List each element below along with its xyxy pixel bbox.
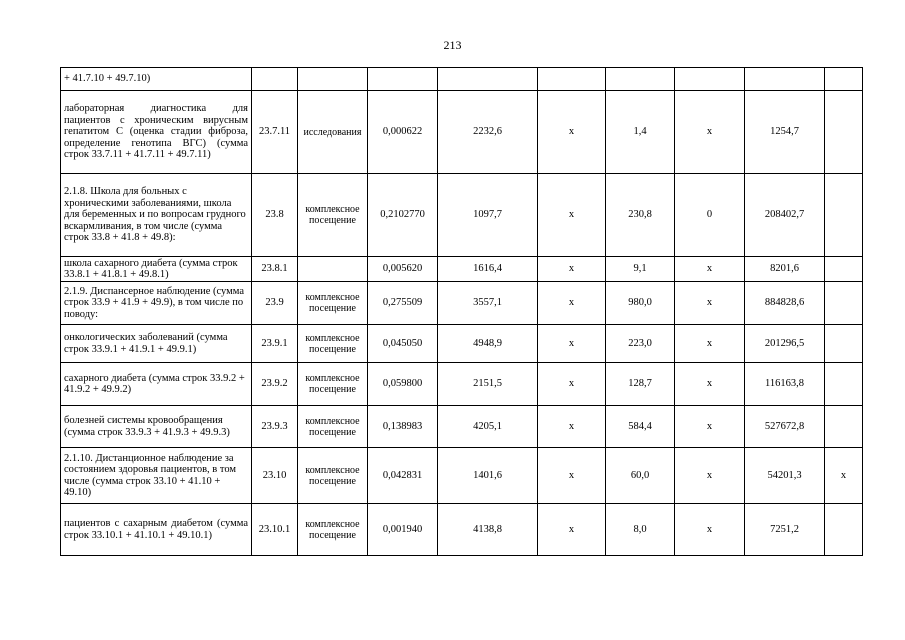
row-col8: х <box>675 448 745 504</box>
row-code: 23.8.1 <box>252 257 298 282</box>
row-code: 23.7.11 <box>252 91 298 174</box>
row-unit <box>298 68 368 91</box>
row-cost: 1097,7 <box>438 174 538 257</box>
table-row <box>61 504 863 556</box>
table-row <box>61 363 863 406</box>
page-number: 213 <box>443 38 462 52</box>
row-name: 2.1.9. Диспансерное наблюдение (сумма строк 33.9 + 41.9 + 49.9), в том числе по поводу: <box>61 282 252 325</box>
table-row <box>61 325 863 363</box>
row-total <box>745 68 825 91</box>
row-col10: х <box>825 448 863 504</box>
row-col8: х <box>675 91 745 174</box>
row-col7 <box>606 68 675 91</box>
row-norm: 0,045050 <box>368 325 438 363</box>
row-col10 <box>825 68 863 91</box>
row-total: 7251,2 <box>745 504 825 556</box>
row-col6: х <box>538 504 606 556</box>
row-name: онкологических заболеваний (сумма строк 33.9.1 + 41.9.1 + 49.9.1) <box>61 325 252 363</box>
row-total: 116163,8 <box>745 363 825 406</box>
row-col8: х <box>675 257 745 282</box>
row-total: 8201,6 <box>745 257 825 282</box>
row-total: 1254,7 <box>745 91 825 174</box>
row-cost: 1401,6 <box>438 448 538 504</box>
row-col7: 128,7 <box>606 363 675 406</box>
row-col6: х <box>538 325 606 363</box>
row-code: 23.9 <box>252 282 298 325</box>
row-col6: х <box>538 448 606 504</box>
row-col8: 0 <box>675 174 745 257</box>
row-col8: х <box>675 325 745 363</box>
row-col10 <box>825 363 863 406</box>
row-col8: х <box>675 282 745 325</box>
row-unit: комплексное посещение <box>298 448 368 504</box>
row-norm: 0,059800 <box>368 363 438 406</box>
row-name: 2.1.8. Школа для больных с хроническими заболеваниями, школа для беременных и по вопросам грудного вскармливания, в том числе (сумма строк 33.8 + 41.8 + 49.8): <box>61 174 252 257</box>
row-col8 <box>675 68 745 91</box>
row-cost: 3557,1 <box>438 282 538 325</box>
row-col6: х <box>538 406 606 448</box>
row-total: 527672,8 <box>745 406 825 448</box>
row-col8: х <box>675 363 745 406</box>
row-col8: х <box>675 406 745 448</box>
row-code: 23.10 <box>252 448 298 504</box>
row-col6: х <box>538 91 606 174</box>
row-unit: комплексное посещение <box>298 282 368 325</box>
row-col6: х <box>538 363 606 406</box>
table-row <box>61 68 863 91</box>
row-col6: х <box>538 282 606 325</box>
row-total: 208402,7 <box>745 174 825 257</box>
row-total: 201296,5 <box>745 325 825 363</box>
row-code: 23.9.2 <box>252 363 298 406</box>
table-row <box>61 174 863 257</box>
row-col10 <box>825 282 863 325</box>
row-col7: 1,4 <box>606 91 675 174</box>
row-cost: 2151,5 <box>438 363 538 406</box>
row-unit: комплексное посещение <box>298 325 368 363</box>
row-col6 <box>538 68 606 91</box>
row-norm: 0,005620 <box>368 257 438 282</box>
table-body <box>61 68 863 556</box>
row-col10 <box>825 91 863 174</box>
row-unit: комплексное посещение <box>298 363 368 406</box>
row-name: лабораторная диагностика для пациентов с хроническим вирусным гепатитом С (оценка стадии фиброза, определение генотипа ВГС) (сумма строк 33.7.11 + 41.7.11 + 49.7.11) <box>61 91 252 174</box>
row-col7: 980,0 <box>606 282 675 325</box>
row-name: сахарного диабета (сумма строк 33.9.2 + 41.9.2 + 49.9.2) <box>61 363 252 406</box>
row-norm: 0,275509 <box>368 282 438 325</box>
table-row <box>61 91 863 174</box>
row-col6: х <box>538 174 606 257</box>
row-unit: комплексное посещение <box>298 504 368 556</box>
row-cost: 4948,9 <box>438 325 538 363</box>
row-unit: исследования <box>298 91 368 174</box>
table-row <box>61 282 863 325</box>
row-norm: 0,001940 <box>368 504 438 556</box>
row-norm: 0,138983 <box>368 406 438 448</box>
row-name: + 41.7.10 + 49.7.10) <box>61 68 252 91</box>
row-col10 <box>825 406 863 448</box>
row-name: болезней системы кровообращения (сумма строк 33.9.3 + 41.9.3 + 49.9.3) <box>61 406 252 448</box>
row-name: 2.1.10. Дистанционное наблюдение за состоянием здоровья пациентов, в том числе (сумма строк 33.10 + 41.10 + 49.10) <box>61 448 252 504</box>
row-name: пациентов с сахарным диабетом (сумма строк 33.10.1 + 41.10.1 + 49.10.1) <box>61 504 252 556</box>
row-unit <box>298 257 368 282</box>
row-cost: 4205,1 <box>438 406 538 448</box>
row-unit: комплексное посещение <box>298 406 368 448</box>
row-col7: 8,0 <box>606 504 675 556</box>
row-col8: х <box>675 504 745 556</box>
row-col10 <box>825 504 863 556</box>
row-col7: 584,4 <box>606 406 675 448</box>
row-col7: 9,1 <box>606 257 675 282</box>
row-norm: 0,2102770 <box>368 174 438 257</box>
row-total: 54201,3 <box>745 448 825 504</box>
row-norm <box>368 68 438 91</box>
row-norm: 0,042831 <box>368 448 438 504</box>
row-col7: 223,0 <box>606 325 675 363</box>
row-col10 <box>825 325 863 363</box>
table-row <box>61 257 863 282</box>
row-total: 884828,6 <box>745 282 825 325</box>
row-code: 23.9.1 <box>252 325 298 363</box>
row-cost: 2232,6 <box>438 91 538 174</box>
row-code: 23.9.3 <box>252 406 298 448</box>
row-name: школа сахарного диабета (сумма строк 33.8.1 + 41.8.1 + 49.8.1) <box>61 257 252 282</box>
row-col7: 230,8 <box>606 174 675 257</box>
row-norm: 0,000622 <box>368 91 438 174</box>
row-col6: х <box>538 257 606 282</box>
table-row <box>61 406 863 448</box>
row-cost: 1616,4 <box>438 257 538 282</box>
row-col7: 60,0 <box>606 448 675 504</box>
row-cost <box>438 68 538 91</box>
row-col10 <box>825 174 863 257</box>
row-col10 <box>825 257 863 282</box>
data-table <box>60 67 863 556</box>
row-code: 23.8 <box>252 174 298 257</box>
table-row <box>61 448 863 504</box>
row-code: 23.10.1 <box>252 504 298 556</box>
row-unit: комплексное посещение <box>298 174 368 257</box>
row-code <box>252 68 298 91</box>
row-cost: 4138,8 <box>438 504 538 556</box>
